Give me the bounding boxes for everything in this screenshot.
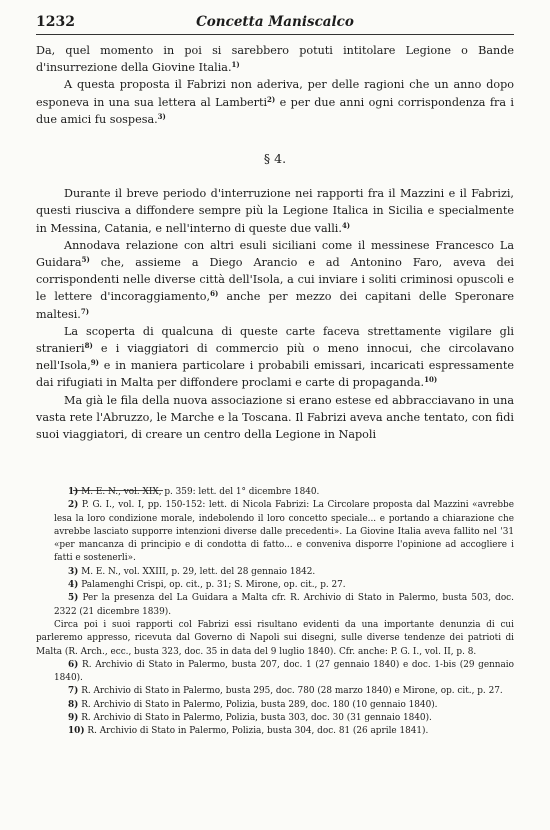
- footnote: [36, 699, 514, 712]
- footnote: [36, 566, 514, 579]
- text-run: Da, quel momento in poi si sarebbero potuti intitolare Legione o Bande d'insurrezione della Giovine Italia.: [36, 44, 514, 75]
- text-run: e in maniera particolare i probabili emissari, incaricati espressamente dai rifugiati in Malta per diffondere proclami e carte di propaganda.: [36, 359, 514, 390]
- paragraph: [36, 237, 514, 323]
- body-text: [36, 42, 514, 443]
- footnote-number: 5): [68, 593, 79, 604]
- footnote: [36, 499, 514, 565]
- footnote: [36, 659, 514, 686]
- footnote-text: P. G. I., vol. I, pp. 150-152: lett. di Nicola Fabrizi: La Circolare proposta dal Mazzini «avrebbe lesa la loro condizione morale, indebolendo il loro concetto speciale... e portando a chiarazione che avrebbe lasciato supporre intenzioni diverse dalle precedenti». La Giovine Italia aveva fallito nel '31 «per mancanza di principio e di condotta di fatto... e conveniva disporre l'opinione ad accogliere i fatti e sostenerli».: [54, 500, 514, 564]
- footnote-reference: 5): [81, 255, 90, 265]
- footnote-number: 6): [68, 659, 79, 670]
- text-run: e i viaggiatori di commercio più o meno innocui, che circolavano nell'Isola,: [36, 342, 514, 373]
- text-run: A questa proposta il Fabrizi non aderiva, per delle ragioni che un anno dopo esponeva in una sua lettera al Lamberti: [36, 78, 514, 109]
- footnote-text: R. Archivio di Stato in Palermo, Polizia, busta 303, doc. 30 (31 gennaio 1840).: [81, 713, 432, 724]
- footnote-number: 10): [68, 726, 85, 737]
- footnote-text: R. Archivio di Stato in Palermo, busta 295, doc. 780 (28 marzo 1840) e Mirone, op. cit., p. 27.: [81, 686, 503, 697]
- text-run: che, assieme a Diego Arancio e ad Antonino Faro, aveva dei corrispondenti nelle diverse città dell'Isola, a cui inviare i soliti criminosi opuscoli e le lettere d'incoraggiamento,: [36, 256, 514, 304]
- footnote: [36, 712, 514, 725]
- footnote-reference: 3): [157, 111, 166, 121]
- footnote-number: 7): [68, 686, 79, 697]
- footnote-reference: 2): [267, 94, 276, 104]
- footnote-continuation: [36, 619, 514, 659]
- paragraph: [36, 185, 514, 237]
- paragraph: [36, 76, 514, 128]
- footnote-text: R. Archivio di Stato in Palermo, Polizia, busta 289, doc. 180 (10 gennaio 1840).: [81, 699, 438, 710]
- footnote-number: 9): [68, 713, 79, 724]
- footnote-number: 8): [68, 699, 79, 710]
- footnote-text: Circa poi i suoi rapporti col Fabrizi essi risultano evidenti da una importante denunzia di cui parleremo appresso, ricevuta dal Governo di Napoli sui disegni, sulle diverse tendenze dei patrioti di Malta (R. Arch., ecc., busta 323, doc. 35 in data del 9 luglio 1840). Cfr. anche: P. G. I., vol. II, p. 8.: [36, 619, 514, 657]
- paragraph: [36, 42, 514, 76]
- footnote-number: 1): [68, 487, 79, 497]
- footnote-text: M. E. N., vol. XIX, p. 359: lett. del 1° dicembre 1840.: [81, 487, 320, 497]
- footnote-number: 2): [68, 500, 79, 511]
- text-run: e per due anni ogni corrispondenza fra i due amici fu sospesa.: [36, 95, 515, 126]
- footnote-reference: 9): [90, 358, 99, 368]
- footnote: [36, 486, 514, 499]
- footnote-text: Palamenghi Crispi, op. cit., p. 31; S. Mirone, op. cit., p. 27.: [81, 580, 346, 591]
- footnote: [36, 685, 514, 698]
- text-run: Ma già le fila della nuova associazione si erano estese ed abbracciavano in una vasta rete l'Abruzzo, le Marche e la Toscana. Il Fabrizi aveva anche tentato, con fidi suoi viaggiatori, di creare un centro della Legione in Napoli: [36, 393, 514, 442]
- footnote: [36, 579, 514, 592]
- text-run: La scoperta di qualcuna di queste carte faceva strettamente vigilare gli stranieri: [36, 324, 514, 356]
- footnote-reference: 7): [80, 306, 90, 316]
- section-heading: § 4.: [263, 151, 287, 167]
- paragraph: [36, 392, 514, 444]
- text-run: anche per mezzo dei capitani delle Speronare maltesi.: [36, 290, 514, 321]
- footnote-reference: 6): [210, 289, 219, 299]
- footnote-number: 4): [68, 580, 79, 591]
- running-head: Concetta Maniscalco: [196, 14, 354, 30]
- footnote-text: M. E. N., vol. XXIII, p. 29, lett. del 28 gennaio 1842.: [81, 566, 316, 577]
- footnote-text: Per la presenza del La Guidara a Malta cfr. R. Archivio di Stato in Palermo, busta 503, doc. 2322 (21 dicembre 1839).: [54, 593, 514, 617]
- text-run: Annodava relazione con altri esuli siciliani come il messinese Francesco La Guidara: [36, 238, 514, 270]
- page-number: 1232: [36, 14, 75, 30]
- footnote-number: 3): [68, 566, 79, 577]
- footnote-reference: 10): [424, 375, 438, 385]
- footnote: [36, 725, 514, 738]
- footnote-text: R. Archivio di Stato in Palermo, busta 207, doc. 1 (27 gennaio 1840) e doc. 1-bis (29 gennaio 1840).: [54, 659, 514, 684]
- page-header: [36, 14, 514, 36]
- header-rule: [36, 34, 514, 35]
- footnote-text: R. Archivio di Stato in Palermo, Polizia, busta 304, doc. 81 (26 aprile 1841).: [87, 726, 429, 737]
- footnotes: [36, 486, 514, 739]
- footnote-reference: 8): [84, 341, 93, 351]
- text-run: Durante il breve periodo d'interruzione nei rapporti fra il Mazzini e il Fabrizi, questi riusciva a diffondere sempre più la Legione Italica in Sicilia e specialmente in Messina, Catania, e nell'interno di queste due valli.: [36, 187, 514, 235]
- paragraph: [36, 323, 514, 392]
- footnote-reference: 1): [231, 60, 240, 70]
- footnote-reference: 4): [341, 220, 351, 230]
- footnote: [36, 592, 514, 619]
